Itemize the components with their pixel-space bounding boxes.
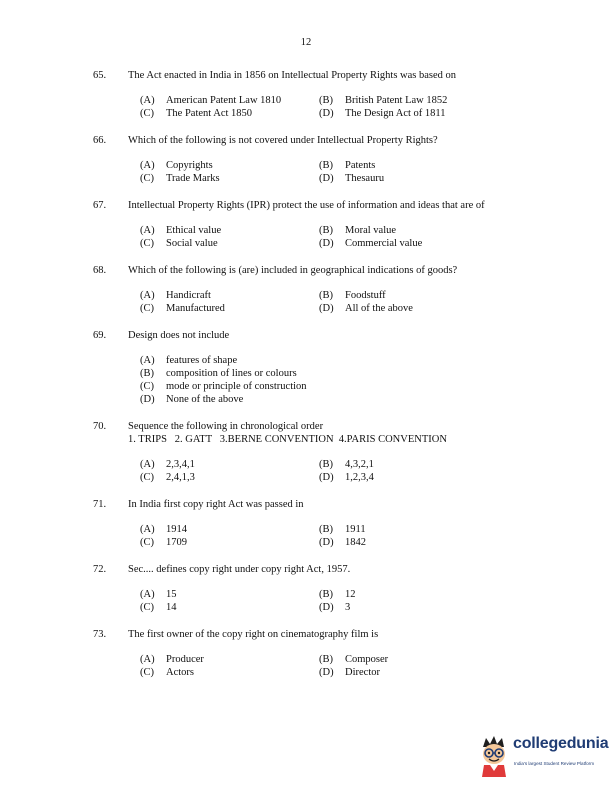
question-number: 65. [93, 70, 107, 81]
option-c: (C) 14 [140, 602, 177, 613]
option-d: (D) 1,2,3,4 [319, 472, 374, 483]
option-a: (A) Handicraft [140, 290, 211, 301]
question-number: 70. [93, 421, 107, 432]
option-d: (D) Thesauru [319, 173, 385, 184]
logo-wordmark: collegedunia [513, 735, 609, 752]
option-c: (C) mode or principle of construction [140, 381, 307, 392]
option-c: (C) Social value [140, 238, 218, 249]
option-a: (A) 15 [140, 589, 177, 600]
option-a: (A) Producer [140, 654, 204, 665]
option-d: (D) 3 [319, 602, 351, 613]
option-b: (B) 1911 [319, 524, 366, 535]
option-b: (B) Patents [319, 160, 376, 171]
option-b: (B) Moral value [319, 225, 397, 236]
question-number: 67. [93, 200, 107, 211]
option-b: (B) British Patent Law 1852 [319, 95, 448, 106]
option-a: (A) Ethical value [140, 225, 222, 236]
option-d: (D) None of the above [140, 394, 244, 405]
option-b: (B) 4,3,2,1 [319, 459, 374, 470]
option-b: (B) 12 [319, 589, 356, 600]
question-text: Which of the following is not covered under Intellectual Property Rights? [128, 135, 438, 146]
option-c: (C) 2,4,1,3 [140, 472, 195, 483]
question-number: 73. [93, 629, 107, 640]
option-b: (B) composition of lines or colours [140, 368, 297, 379]
option-d: (D) Director [319, 667, 380, 678]
question-number: 71. [93, 499, 107, 510]
question-number: 68. [93, 265, 107, 276]
question-text: The Act enacted in India in 1856 on Intellectual Property Rights was based on [128, 70, 457, 81]
question-number: 72. [93, 564, 107, 575]
option-b: (B) Foodstuff [319, 290, 386, 301]
option-d: (D) Commercial value [319, 238, 423, 249]
option-c: (C) 1709 [140, 537, 187, 548]
option-a: (A) features of shape [140, 355, 238, 366]
option-a: (A) American Patent Law 1810 [140, 95, 282, 106]
question-text: Design does not include [128, 330, 230, 341]
question-text: The first owner of the copy right on cinematography film is [128, 629, 379, 640]
question-text: In India first copy right Act was passed in [128, 499, 304, 510]
sequence-items: 1. TRIPS 2. GATT 3.BERNE CONVENTION 4.PARIS CONVENTION [128, 434, 447, 445]
option-a: (A) Copyrights [140, 160, 213, 171]
question-number: 69. [93, 330, 107, 341]
option-a: (A) 1914 [140, 524, 187, 535]
question-text: Intellectual Property Rights (IPR) protect the use of information and ideas that are of [128, 200, 485, 211]
mascot-icon [477, 733, 511, 777]
option-d: (D) 1842 [319, 537, 366, 548]
option-c: (C) Manufactured [140, 303, 225, 314]
option-d: (D) The Design Act of 1811 [319, 108, 446, 119]
option-c: (C) The Patent Act 1850 [140, 108, 253, 119]
option-b: (B) Composer [319, 654, 389, 665]
option-c: (C) Actors [140, 667, 194, 678]
option-a: (A) 2,3,4,1 [140, 459, 195, 470]
logo-tagline: India's largest Student Review Platform [514, 761, 595, 766]
collegedunia-logo[interactable] [477, 733, 607, 778]
option-d: (D) All of the above [319, 303, 413, 314]
option-c: (C) Trade Marks [140, 173, 220, 184]
question-text: Sec.... defines copy right under copy right Act, 1957. [128, 564, 351, 575]
question-text: Sequence the following in chronological order [128, 421, 324, 432]
page-number: 12 [300, 37, 312, 48]
question-number: 66. [93, 135, 107, 146]
question-text: Which of the following is (are) included in geographical indications of goods? [128, 265, 458, 276]
